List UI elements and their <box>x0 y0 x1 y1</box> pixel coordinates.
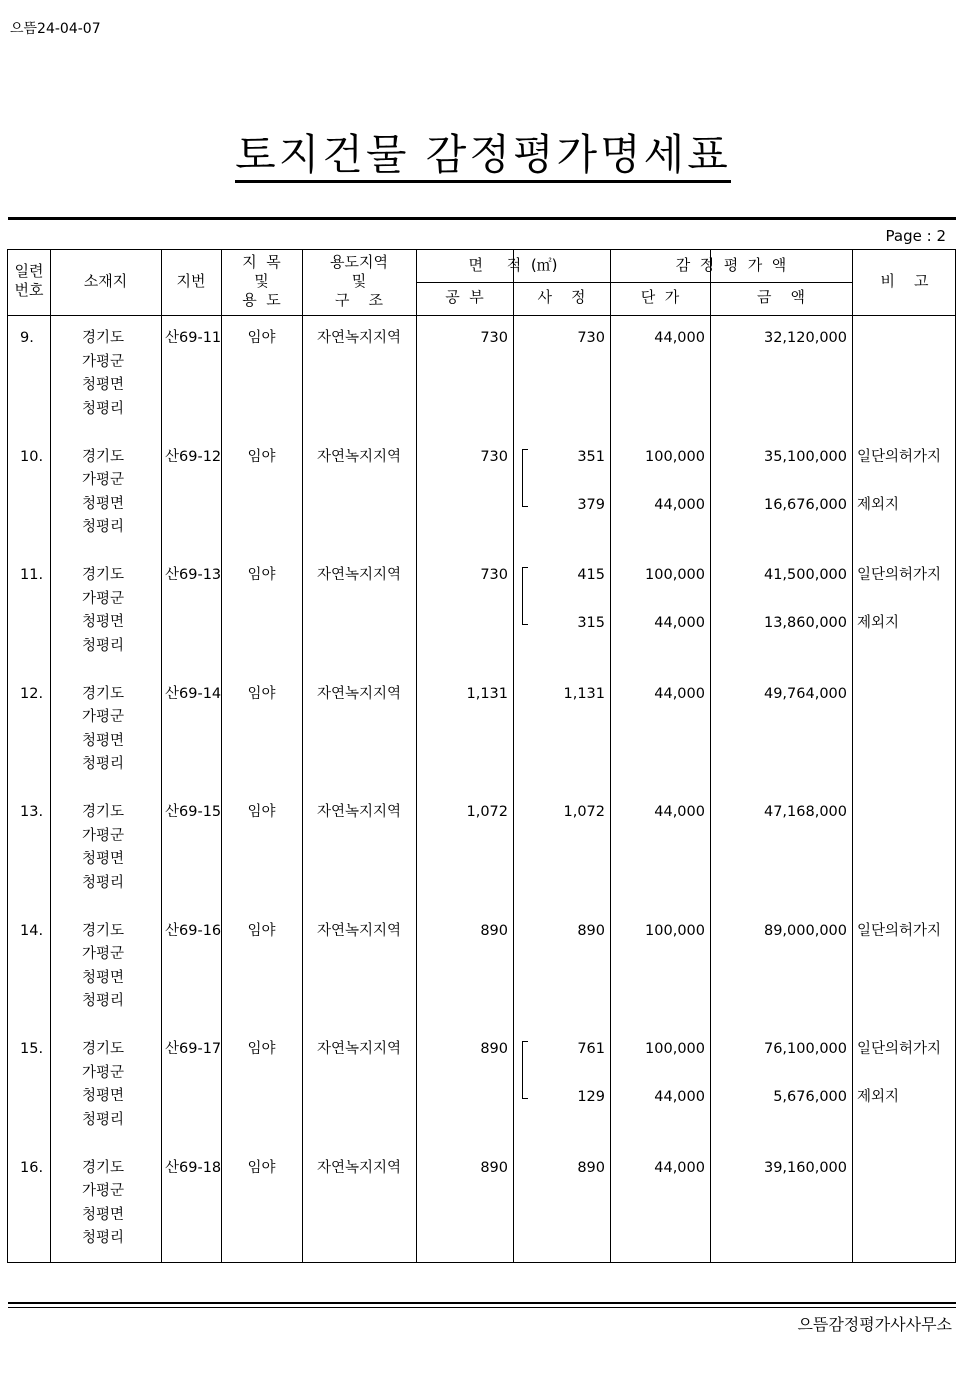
row-location-line: 청평면 <box>82 1088 125 1105</box>
row-area-actual: 1,072 <box>563 804 605 820</box>
row-area-actual: 415 <box>577 567 605 583</box>
row-amount: 49,764,000 <box>763 685 847 702</box>
header-area: 면 적 (㎡) <box>468 256 558 274</box>
row-zoning: 자연녹지지역 <box>316 448 402 465</box>
row-serial-number: 11. <box>20 567 44 583</box>
row-serial-number: 15. <box>20 1041 44 1057</box>
document-code: 으뜸24-04-07 <box>10 21 101 37</box>
top-rule <box>8 217 956 220</box>
row-zoning: 자연녹지지역 <box>316 1041 402 1057</box>
page-title <box>0 130 966 183</box>
row-unit-price: 100,000 <box>645 1041 705 1057</box>
row-location-line: 경기도 <box>82 685 125 702</box>
row-area-actual: 129 <box>577 1089 605 1105</box>
row-area-official: 1,072 <box>466 804 508 820</box>
row-location-line: 가평군 <box>82 827 125 844</box>
row-remark: 제외지 <box>857 1089 900 1105</box>
header-area-actual: 사 정 <box>537 288 586 306</box>
area-split-bracket <box>522 1041 528 1099</box>
row-unit-price: 44,000 <box>654 804 705 820</box>
row-location-line: 경기도 <box>82 922 125 939</box>
row-area-official: 1,131 <box>466 685 508 702</box>
row-location-line: 가평군 <box>82 590 125 607</box>
row-unit-price: 100,000 <box>645 922 705 939</box>
row-area-actual: 730 <box>577 330 605 346</box>
row-location-line: 가평군 <box>82 1064 125 1081</box>
row-location-line: 청평면 <box>82 1206 125 1223</box>
col-divider <box>610 250 611 1262</box>
header-zoning: 용도지역 및 구 조 <box>330 253 388 309</box>
row-unit-price: 44,000 <box>654 615 705 631</box>
row-location-line: 가평군 <box>82 472 125 489</box>
row-amount: 32,120,000 <box>763 330 847 346</box>
row-lot-number: 산69-11 <box>165 330 222 346</box>
col-divider <box>50 250 51 1262</box>
row-location-line: 청평면 <box>82 732 125 749</box>
row-location-line: 청평면 <box>82 377 125 394</box>
header-location: 소재지 <box>83 272 128 290</box>
row-location-line: 청평리 <box>82 400 125 417</box>
row-unit-price: 44,000 <box>654 330 705 346</box>
header-area-official: 공 부 <box>445 288 484 306</box>
row-location-line: 청평면 <box>82 969 125 986</box>
row-amount: 76,100,000 <box>763 1041 847 1057</box>
row-serial-number: 16. <box>20 1159 44 1176</box>
row-location-line: 가평군 <box>82 1183 125 1200</box>
header-category: 지 목 및 용 도 <box>242 253 281 309</box>
col-divider <box>513 250 514 1262</box>
row-land-category: 임야 <box>247 1041 276 1057</box>
row-amount: 39,160,000 <box>763 1159 847 1176</box>
row-amount: 89,000,000 <box>763 922 847 939</box>
row-unit-price: 44,000 <box>654 1089 705 1105</box>
row-remark: 일단의허가지 <box>857 922 942 939</box>
row-land-category: 임야 <box>247 804 276 820</box>
row-location-line: 청평면 <box>82 495 125 512</box>
row-remark: 일단의허가지 <box>857 448 942 465</box>
row-area-official: 890 <box>480 922 508 939</box>
row-lot-number: 산69-14 <box>165 685 222 702</box>
header-serial: 일련 번호 <box>14 262 44 299</box>
row-lot-number: 산69-15 <box>165 804 222 820</box>
row-zoning: 자연녹지지역 <box>316 804 402 820</box>
row-area-actual: 761 <box>577 1041 605 1057</box>
row-land-category: 임야 <box>247 567 276 583</box>
row-land-category: 임야 <box>247 685 276 702</box>
row-location-line: 청평리 <box>82 993 125 1010</box>
row-unit-price: 100,000 <box>645 448 705 465</box>
row-remark: 제외지 <box>857 496 900 513</box>
header-mid-rule <box>416 282 852 283</box>
row-serial-number: 14. <box>20 922 44 939</box>
row-serial-number: 13. <box>20 804 44 820</box>
row-remark: 일단의허가지 <box>857 1041 942 1057</box>
row-lot-number: 산69-13 <box>165 567 222 583</box>
row-unit-price: 44,000 <box>654 496 705 513</box>
row-location-line: 청평리 <box>82 1111 125 1128</box>
header-remarks: 비 고 <box>880 272 929 290</box>
row-amount: 41,500,000 <box>763 567 847 583</box>
bottom-rule-thin <box>8 1307 956 1308</box>
header-lot: 지번 <box>176 272 206 290</box>
row-serial-number: 12. <box>20 685 44 702</box>
row-area-actual: 890 <box>577 922 605 939</box>
header-bottom-rule <box>8 315 955 316</box>
row-land-category: 임야 <box>247 448 276 465</box>
area-split-bracket <box>522 567 528 625</box>
row-land-category: 임야 <box>247 330 276 346</box>
row-location-line: 청평리 <box>82 756 125 773</box>
area-split-bracket <box>522 449 528 507</box>
title-text: 토지건물 감정평가명세표 <box>235 132 731 183</box>
col-divider <box>161 250 162 1262</box>
row-unit-price: 44,000 <box>654 1159 705 1176</box>
col-divider <box>416 250 417 1262</box>
row-location-line: 가평군 <box>82 353 125 370</box>
col-divider <box>221 250 222 1262</box>
row-location-line: 경기도 <box>82 330 125 346</box>
row-location-line: 경기도 <box>82 1041 125 1057</box>
row-location-line: 경기도 <box>82 567 125 583</box>
col-divider <box>852 250 853 1262</box>
row-serial-number: 9. <box>20 330 34 346</box>
row-area-official: 730 <box>480 567 508 583</box>
row-location-line: 청평리 <box>82 637 125 654</box>
row-area-official: 890 <box>480 1041 508 1057</box>
row-area-actual: 351 <box>577 448 605 465</box>
page-number: Page : 2 <box>885 227 946 245</box>
header-unit-price: 단 가 <box>640 288 680 306</box>
col-divider <box>302 250 303 1262</box>
row-lot-number: 산69-17 <box>165 1041 222 1057</box>
row-location-line: 청평면 <box>82 614 125 631</box>
row-area-official: 890 <box>480 1159 508 1176</box>
row-amount: 47,168,000 <box>763 804 847 820</box>
row-area-official: 730 <box>480 448 508 465</box>
row-location-line: 청평리 <box>82 874 125 891</box>
row-location-line: 가평군 <box>82 709 125 726</box>
row-unit-price: 100,000 <box>645 567 705 583</box>
row-area-actual: 1,131 <box>563 685 605 702</box>
bottom-rule <box>8 1302 956 1304</box>
header-amount: 금 액 <box>756 288 806 306</box>
row-serial-number: 10. <box>20 448 44 465</box>
row-amount: 13,860,000 <box>763 615 847 631</box>
header-value: 감 정 평 가 액 <box>675 256 787 274</box>
row-location-line: 청평리 <box>82 519 125 536</box>
row-land-category: 임야 <box>247 1159 276 1176</box>
col-divider <box>710 250 711 1262</box>
row-amount: 35,100,000 <box>763 448 847 465</box>
row-location-line: 청평리 <box>82 1230 125 1247</box>
row-zoning: 자연녹지지역 <box>316 685 402 702</box>
row-lot-number: 산69-16 <box>165 922 222 939</box>
row-area-actual: 315 <box>577 615 605 631</box>
row-zoning: 자연녹지지역 <box>316 922 402 939</box>
row-location-line: 가평군 <box>82 946 125 963</box>
row-area-actual: 379 <box>577 496 605 513</box>
appraisal-table <box>7 249 956 1263</box>
row-amount: 16,676,000 <box>763 496 847 513</box>
row-lot-number: 산69-12 <box>165 448 222 465</box>
row-zoning: 자연녹지지역 <box>316 330 402 346</box>
row-unit-price: 44,000 <box>654 685 705 702</box>
row-location-line: 청평면 <box>82 851 125 868</box>
row-zoning: 자연녹지지역 <box>316 567 402 583</box>
row-amount: 5,676,000 <box>773 1089 847 1105</box>
row-land-category: 임야 <box>247 922 276 939</box>
row-area-official: 730 <box>480 330 508 346</box>
row-location-line: 경기도 <box>82 804 125 820</box>
row-remark: 일단의허가지 <box>857 567 942 583</box>
row-location-line: 경기도 <box>82 448 125 465</box>
row-lot-number: 산69-18 <box>165 1159 222 1176</box>
row-zoning: 자연녹지지역 <box>316 1159 402 1176</box>
office-name: 으뜸감정평가사사무소 <box>797 1315 952 1334</box>
row-remark: 제외지 <box>857 615 900 631</box>
row-location-line: 경기도 <box>82 1159 125 1176</box>
row-area-actual: 890 <box>577 1159 605 1176</box>
